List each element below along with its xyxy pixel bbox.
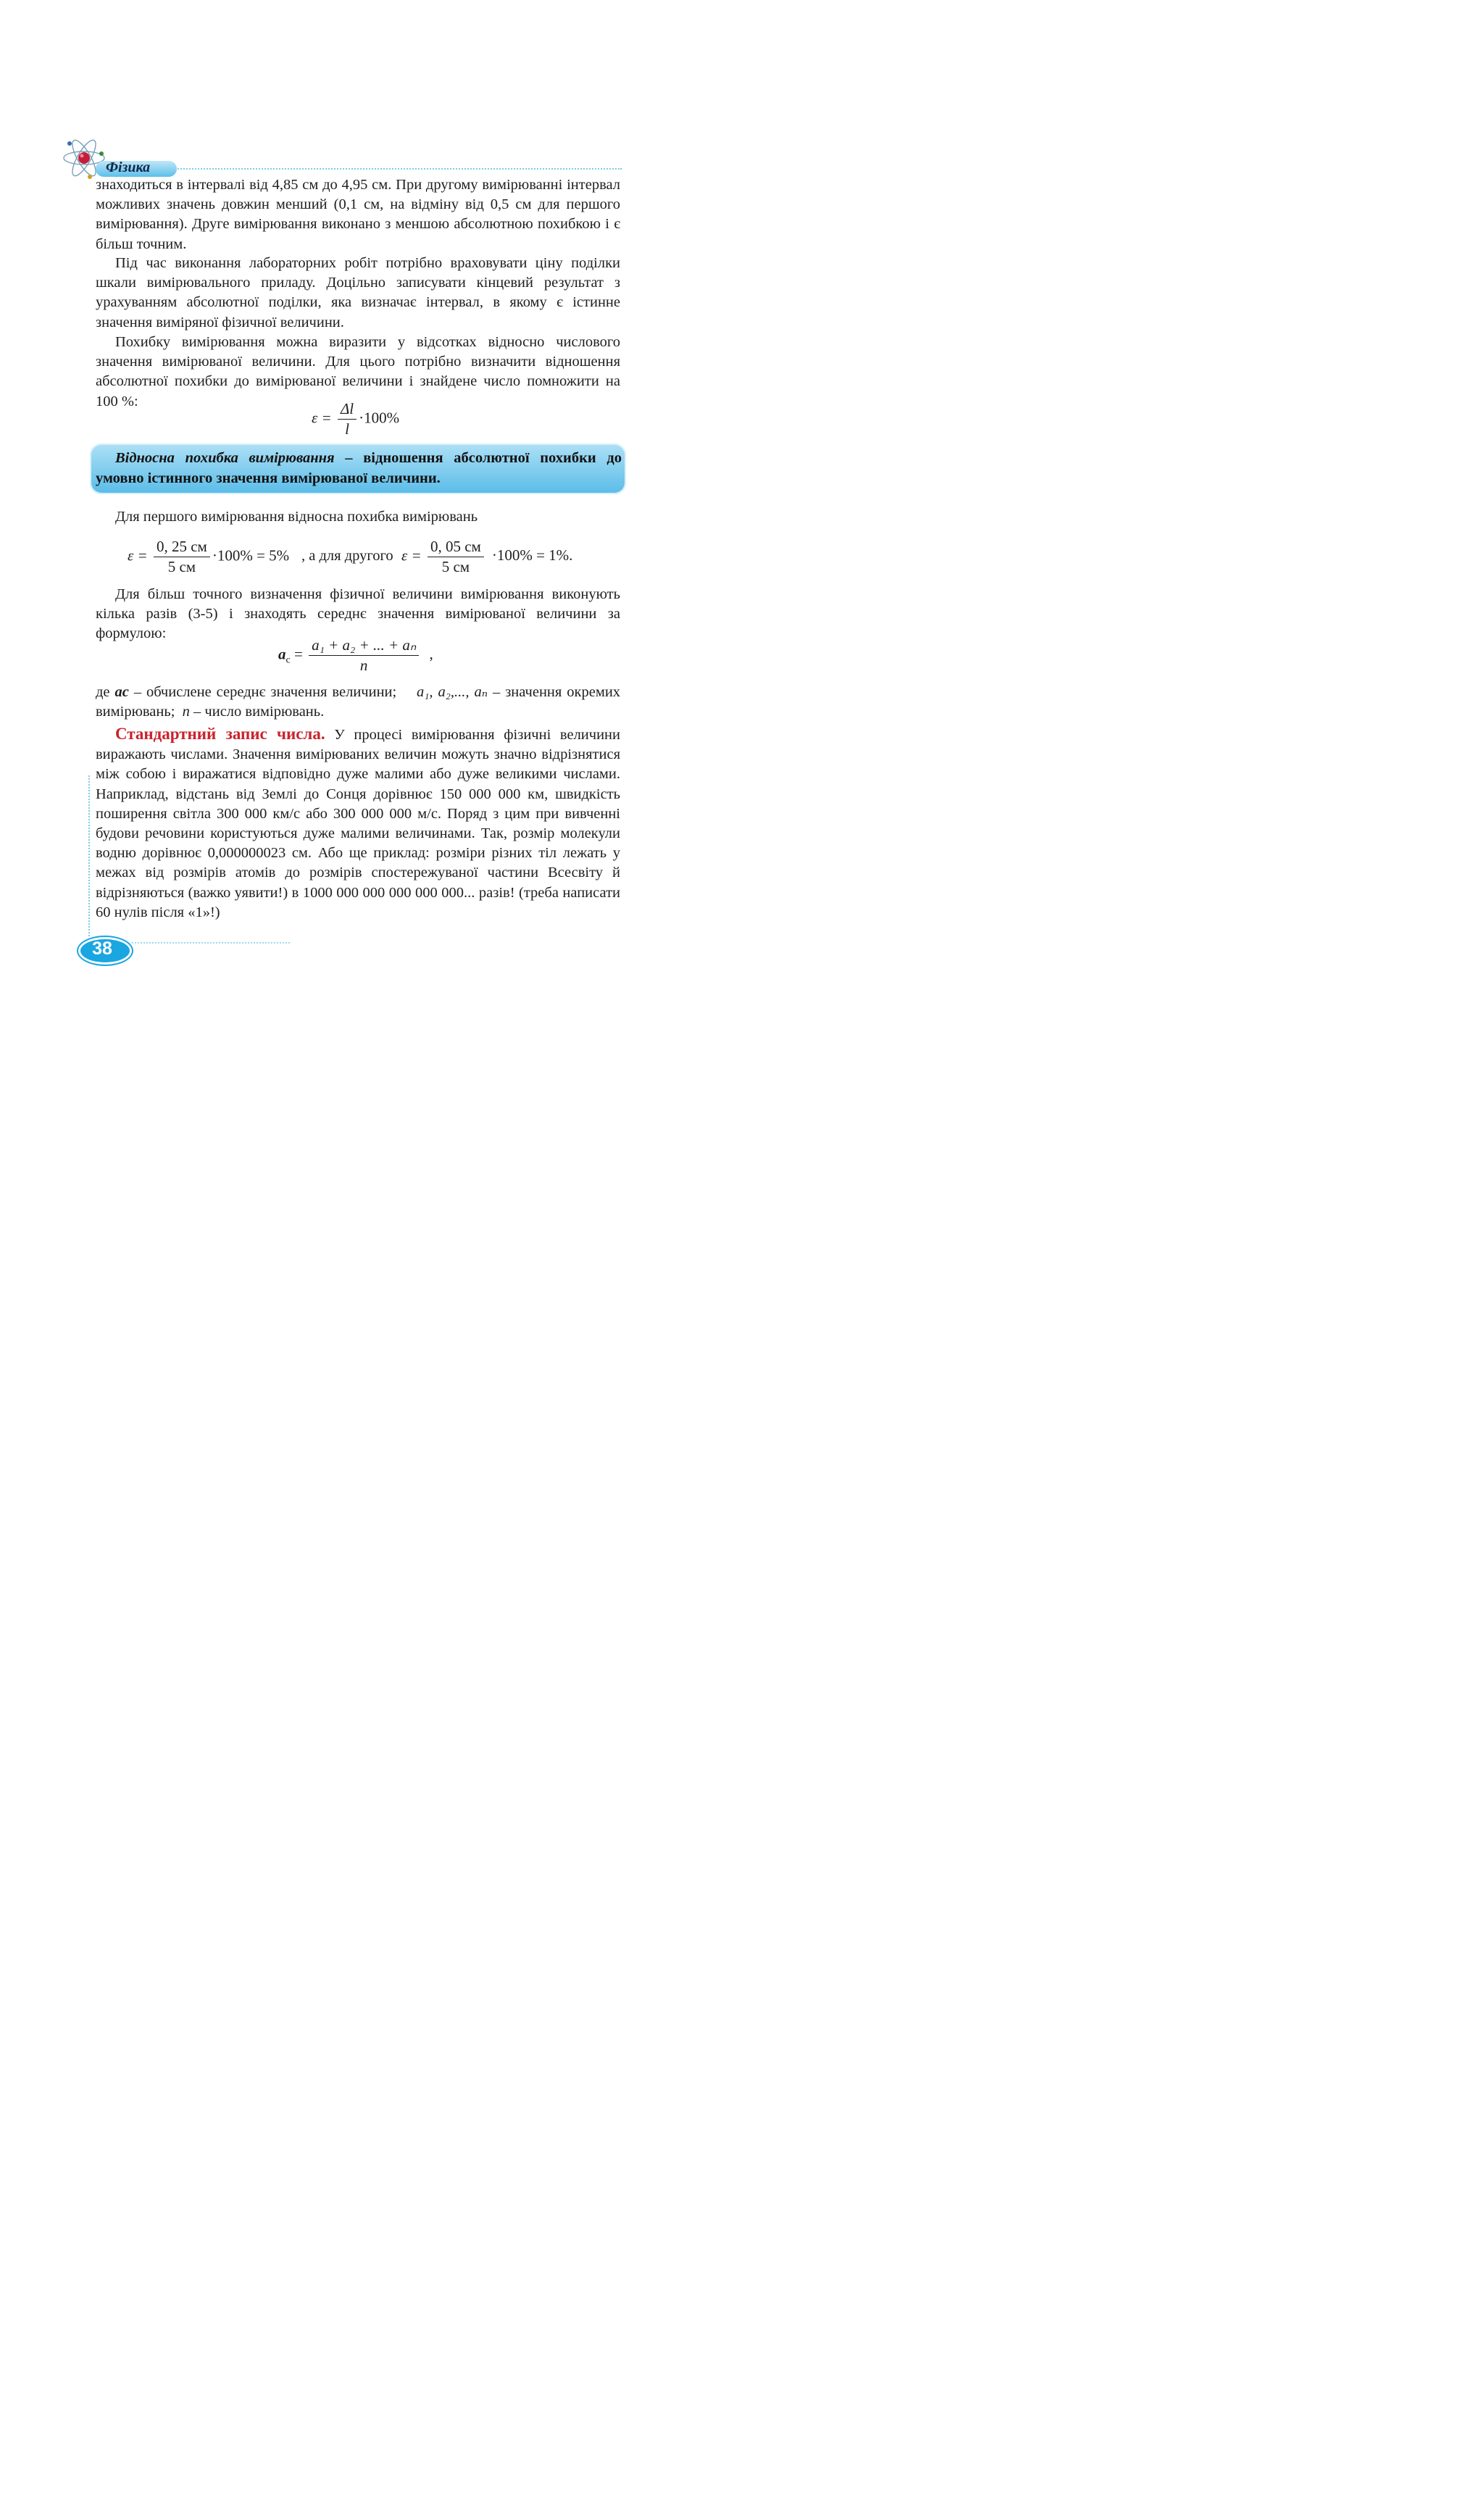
definition-text: [96, 448, 622, 488]
paragraph-1: [96, 175, 620, 254]
section-heading-standard-notation: Стандартний запис числа.: [115, 725, 325, 743]
symbol-count: n: [182, 704, 190, 720]
formula-4-comma: ,: [429, 645, 433, 663]
relative-error-formula: [312, 400, 399, 438]
formula-4-lhs-subscript: c: [285, 654, 291, 666]
formula-3-lhs: ε =: [401, 546, 422, 565]
formula-2-denominator: 5 см: [167, 558, 196, 575]
formula-4-lhs: a: [278, 645, 286, 663]
formula-4-fraction: [309, 636, 419, 675]
paragraph-4: [96, 507, 620, 527]
paragraph-6-where: де: [96, 684, 110, 700]
formula-4-denominator: n: [359, 657, 368, 674]
formula-2-numerator: 0, 25 см: [154, 538, 210, 557]
mean-value-formula: [278, 636, 433, 675]
subject-title: Фізика: [106, 159, 151, 175]
formula-3-fraction: [428, 538, 484, 576]
paragraph-5-text: Для більш точного визначення фізичної величини вимірювання виконують кілька разів (3-5) і знаходять середнє значення вимірюваної величини за формулою:: [96, 586, 620, 642]
definition-term: Відносна похибка вимірювання: [115, 450, 335, 466]
symbol-mean: aс: [114, 684, 129, 700]
paragraph-1-text: знаходиться в інтервалі від 4,85 см до 4,95 см. При другому вимірюванні інтервал можливих значень довжин менший (0,1 см, на відміну від 0,5 см для першого вимірювання). Друге вимірювання виконано з меншою абсолютною похибкою і є більш точним.: [96, 177, 620, 252]
paragraph-6: [96, 683, 620, 722]
formula-1-denominator: l: [345, 420, 349, 438]
paragraph-6-mean-desc: – обчислене середнє значення величини;: [133, 684, 397, 700]
formula-3-denominator: 5 см: [441, 558, 470, 575]
formula-1-rhs: ·100%: [359, 409, 400, 427]
header-divider: [172, 168, 622, 170]
symbol-measurements: a₁, a₂,..., aₙ: [417, 684, 488, 700]
formula-2-lhs: ε =: [128, 546, 148, 565]
second-measurement-formula: [401, 538, 572, 576]
formula-1-lhs: ε =: [312, 409, 332, 427]
textbook-page: [0, 0, 670, 1136]
paragraph-6-text: [96, 683, 620, 722]
side-divider: [88, 775, 90, 936]
page-number: 38: [92, 938, 112, 959]
paragraph-2-text: Під час виконання лабораторних робіт потрібно враховувати ціну поділки шкали вимірювального приладу. Доцільно записувати кінцевий результат з урахуванням абсолютної поділки, яка визначає інтервал, в якому є істинне значення виміряної фізичної величини.: [96, 255, 620, 330]
formula-3-rhs: ·100% = 1%.: [491, 546, 573, 565]
paragraph-7: [96, 724, 620, 923]
formula-4-numerator: a₁ + a₂ + ... + aₙ: [309, 636, 419, 656]
first-measurement-formula: [128, 538, 289, 576]
formula-connector: , а для другого: [301, 548, 393, 564]
formula-1-numerator: Δl: [338, 400, 357, 420]
paragraph-4-text: Для першого вимірювання відносна похибка вимірювань: [115, 509, 478, 525]
formula-2-fraction: [154, 538, 210, 576]
formula-2-rhs: ·100% = 5%: [212, 546, 290, 565]
paragraph-2: [96, 254, 620, 333]
footer-divider: [132, 942, 290, 944]
formula-4-equals: =: [293, 645, 303, 663]
paragraph-7-text: [96, 724, 620, 923]
paragraph-6-values-desc: – значення окремих вимірювань;: [96, 684, 621, 720]
paragraph-3-text: Похибку вимірювання можна виразити у відсотках відносно числового значення вимірюваної величини. Для цього потрібно визначити відношення абсолютної похибки до вимірюваної величини і знайдене число помножити на 100 %:: [96, 334, 620, 409]
definition-body: – відношення абсолютної похибки до умовно істинного значення вимірюваної величини.: [96, 450, 622, 486]
formula-3-numerator: 0, 05 см: [428, 538, 484, 557]
paragraph-7-body: У процесі вимірювання фізичні величини виражають числами. Значення вимірюваних величин можуть значно відрізнятися між собою і виражатися відповідно дуже малими або дуже великими числами. Наприклад, відстань від Землі до Сонця дорівнює 150 000 000 км, швидкість поширення світла 300 000 км/с або 300 000 000 м/с. Поряд з цим при вивченні будови речовини користуються дуже малими величинами. Так, розмір молекули водню дорівнює 0,000000023 см. Або ще приклад: розміри різних тіл лежать у межах від розмірів атомів до розмірів спостережуваної частини Всесвіту й відрізняються (важко уявити!) в 1000 000 000 000 000 000... разів! (треба написати 60 нулів після «1»!): [96, 727, 620, 920]
paragraph-5: [96, 585, 620, 644]
paragraph-6-count-desc: – число вимірювань.: [193, 704, 325, 720]
formula-1-fraction: [338, 400, 357, 438]
